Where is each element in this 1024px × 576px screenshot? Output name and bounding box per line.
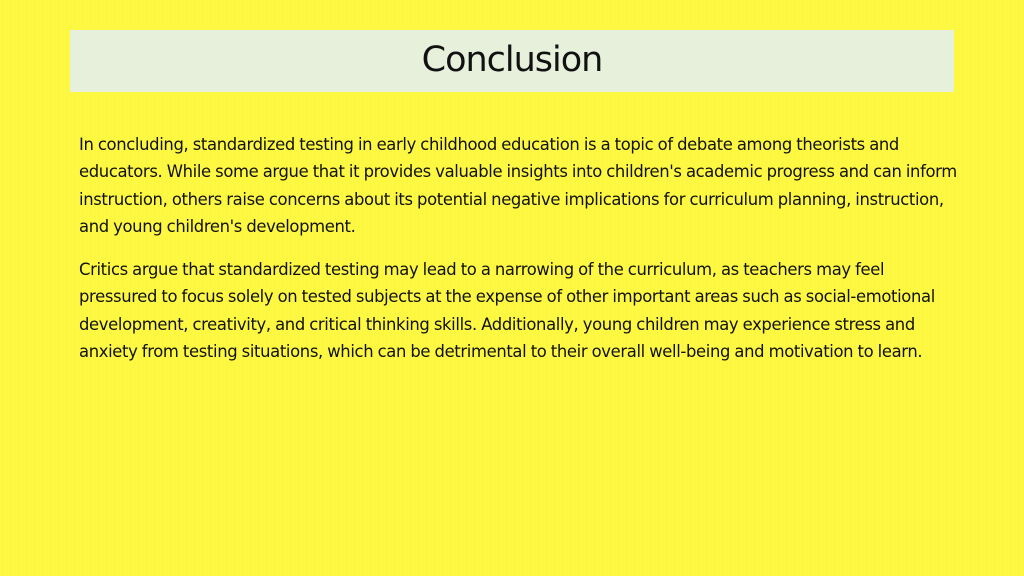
body-paragraph: In concluding, standardized testing in early childhood education is a topic of debate among theorists and educators. While some argue that it provides valuable insights into children's academic progress and can inform instruction, others raise concerns about its potential negative implications for curriculum planning, instruction, and young children's development. [79,135,957,236]
body-paragraph: Critics argue that standardized testing may lead to a narrowing of the curriculum, as teachers may feel pressured to focus solely on tested subjects at the expense of other important areas such as social-emotional development, creativity, and critical thinking skills. Additionally, young children may experience stress and anxiety from testing situations, which can be detrimental to their overall well-being and motivation to learn. [79,260,935,362]
title-banner [70,30,954,92]
slide-body [79,131,959,365]
slide-title: Conclusion [421,39,603,80]
